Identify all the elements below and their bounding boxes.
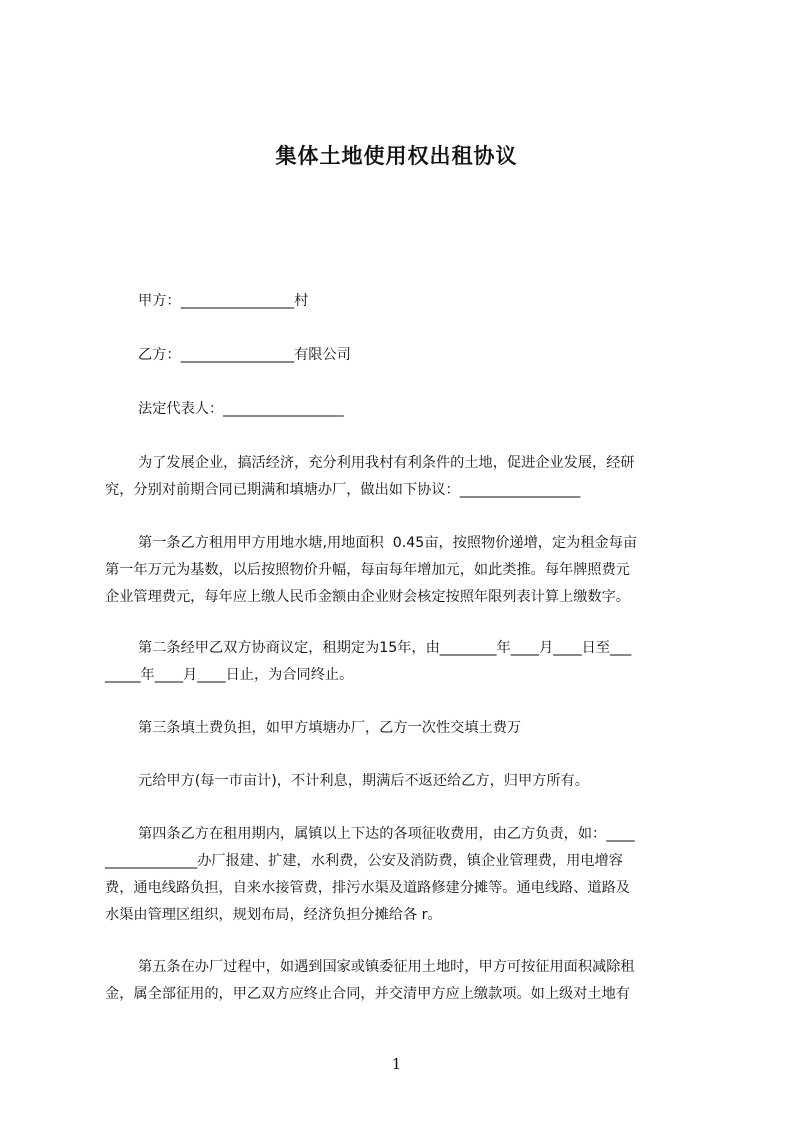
article-1-line-1: 第一条乙方租用甲方用地水塘,用地面积 0.45亩，按照物价递增，定为租金每亩 [138, 535, 638, 551]
article-4-line-2: _____________办厂报建、扩建，水利费，公安及消防费，镇企业管理费，用电增容 [105, 853, 623, 869]
article-3-line-2: 元给甲方(每一市亩计)，不计利息，期满后不返还给乙方，归甲方所有。 [138, 773, 589, 789]
article-4-line-1: 第四条乙方在租用期内，属镇以上下达的各项征收费用，由乙方负责，如：____ [138, 826, 635, 842]
article-1-line-3: 企业管理费元，每年应上缴人民币金额由企业财会核定按照年限列表计算上缴数字。 [105, 589, 630, 605]
intro-line-1: 为了发展企业，搞活经济，充分利用我村有利条件的土地，促进企业发展，经研 [138, 455, 635, 471]
document-title: 集体土地使用权出租协议 [275, 144, 518, 168]
article-4-line-3: 费，通电线路负担，自来水接管费，排污水渠及道路修建分摊等。通电线路、道路及 [105, 880, 630, 896]
article-5-line-2: 金，属全部征用的，甲乙双方应终止合同，并交清甲方应上缴款项。如上级对土地有 [105, 986, 630, 1002]
intro-line-2: 究，分别对前期合同已期满和填塘办厂，做出如下协议：_________________ [105, 482, 581, 498]
party-a-line: 甲方：________________村 [138, 293, 309, 309]
article-1-line-2: 第一年万元为基数，以后按照物价升幅，每亩每年增加元，如此类推。每年牌照费元 [105, 562, 630, 578]
article-4-line-4: 水渠由管理区组织，规划布局，经济负担分摊给各 r。 [105, 907, 442, 923]
article-2-line-1: 第二条经甲乙双方协商议定，租期定为15年，由________年____月____日至___ [138, 640, 632, 656]
legal-representative-line: 法定代表人：_________________ [138, 401, 344, 417]
page-number: 1 [391, 1055, 402, 1073]
article-2-line-2: _____年____月____日止，为合同终止。 [105, 667, 354, 683]
article-5-line-1: 第五条在办厂过程中，如遇到国家或镇委征用土地时，甲方可按征用面积减除租 [138, 959, 635, 975]
party-b-line: 乙方：________________有限公司 [138, 347, 351, 363]
article-3-line-1: 第三条填土费负担，如甲方填塘办厂，乙方一次性交填土费万 [138, 720, 522, 736]
